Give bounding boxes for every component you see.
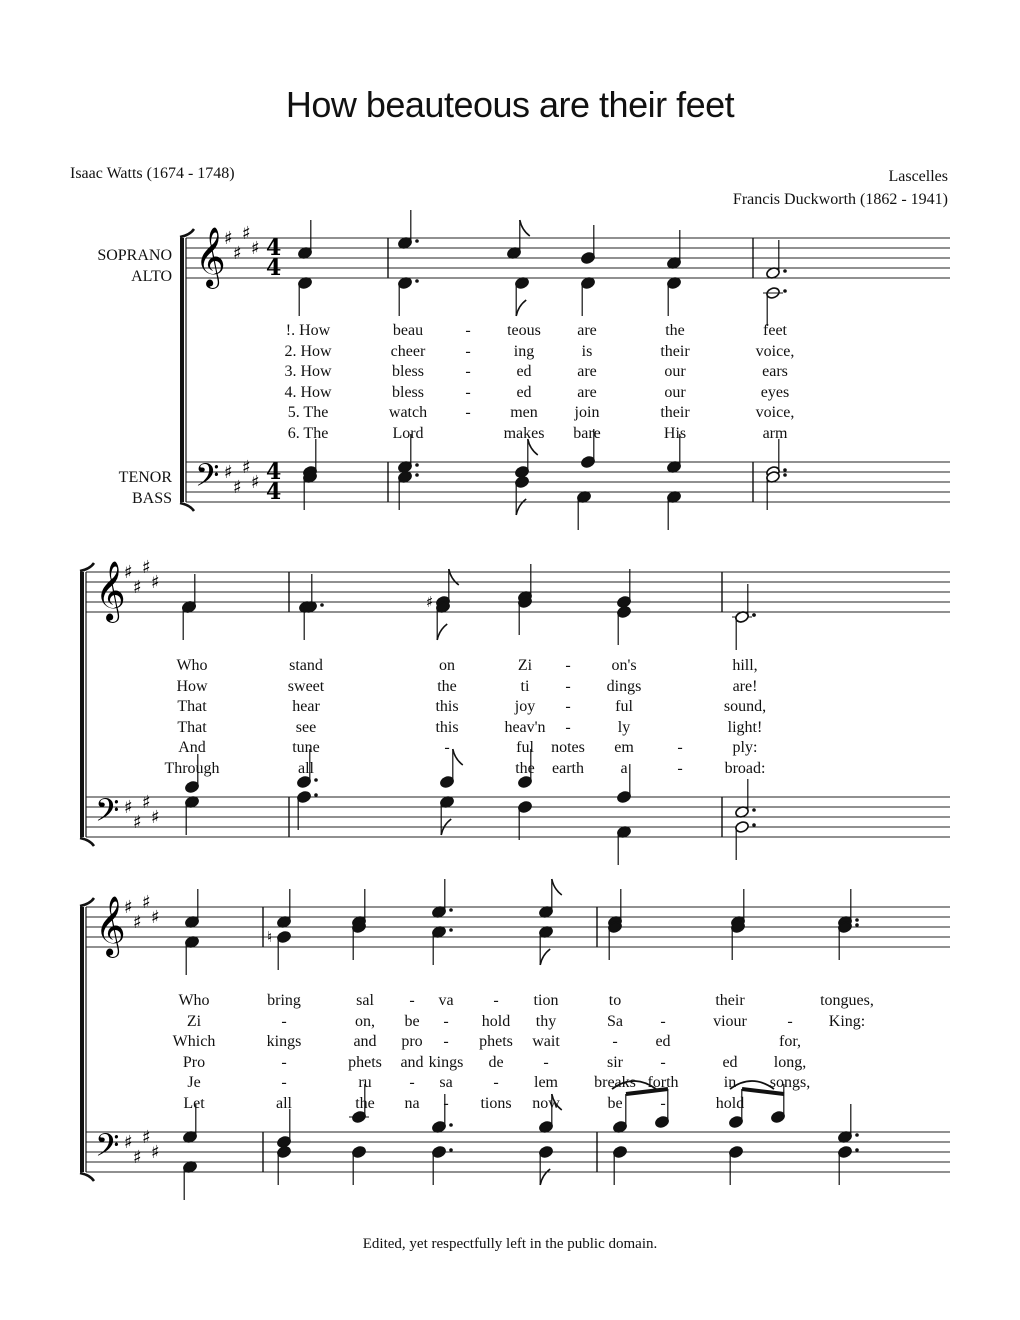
note-dot: [449, 928, 453, 932]
lyric-syllable: on's: [611, 657, 637, 674]
lyric-hyphen: -: [465, 322, 471, 339]
lyric-syllable: makes: [503, 425, 545, 442]
lyric-syllable: !. How: [285, 322, 331, 339]
lyric-syllable: is: [581, 342, 593, 360]
composer-credit: Francis Duckworth (1862 - 1941): [732, 191, 948, 208]
lyric-syllable: be: [607, 1095, 623, 1112]
sharp-sign: ♯: [251, 472, 260, 493]
lyric-syllable: dings: [606, 677, 642, 695]
sharp-sign: ♯: [124, 562, 133, 583]
lyric-hyphen: -: [565, 677, 571, 695]
bracket-hook: [80, 838, 94, 846]
lyric-syllable: And: [178, 739, 206, 757]
lyric-hyphen: -: [444, 739, 450, 757]
lyric-hyphen: -: [281, 1012, 287, 1030]
lyric-syllable: sal: [356, 992, 374, 1009]
sharp-sign: ♯: [224, 462, 233, 483]
note-dot: [415, 239, 419, 243]
lyric-syllable: tongues,: [820, 992, 874, 1009]
time-signature: 4: [266, 255, 282, 281]
lyric-syllable: phets: [479, 1033, 513, 1051]
note-dot: [783, 468, 787, 472]
lyric-syllable: beau: [392, 322, 424, 339]
lyric-syllable: phets: [348, 1053, 382, 1071]
note-dot: [752, 808, 756, 812]
lyric-hyphen: -: [677, 760, 683, 777]
note-dot: [783, 269, 787, 273]
footer-note: Edited, yet respectfully left in the public domain.: [362, 1236, 658, 1252]
sharp-sign: ♯: [124, 797, 133, 818]
lyric-syllable: to: [608, 992, 622, 1009]
lyric-syllable: Sa: [607, 1012, 623, 1030]
poet-credit: Isaac Watts (1674 - 1748): [70, 165, 235, 182]
lyric-syllable: 5. The: [287, 404, 329, 422]
lyric-syllable: joy: [514, 698, 536, 716]
lyric-syllable: breaks: [594, 1074, 636, 1092]
treble-clef: 𝄞: [95, 896, 126, 956]
note-flag: [540, 949, 550, 965]
lyric-syllable: ply:: [732, 739, 758, 757]
lyric-syllable: tions: [480, 1095, 512, 1112]
lyric-syllable: ed: [516, 363, 532, 381]
note-flag: [540, 1169, 550, 1185]
sharp-sign: ♯: [233, 477, 242, 498]
accidental: ♮: [267, 928, 273, 946]
note-dot: [855, 918, 859, 922]
lyric-syllable: hold: [481, 1012, 511, 1030]
note-flag: [449, 569, 459, 585]
lyric-syllable: broad:: [724, 760, 766, 777]
lyric-hyphen: -: [465, 363, 471, 381]
sharp-sign: ♯: [133, 812, 142, 833]
lyric-syllable: sound,: [723, 698, 767, 716]
lyric-syllable: light!: [727, 718, 763, 736]
sharp-sign: ♯: [124, 1132, 133, 1153]
lyric-syllable: join: [574, 404, 600, 422]
lyric-syllable: teous: [507, 322, 541, 339]
lyric-syllable: earth: [552, 760, 584, 777]
bass-label: BASS: [131, 490, 172, 507]
lyric-syllable: 2. How: [284, 342, 332, 360]
lyric-syllable: His: [663, 425, 687, 442]
sharp-sign: ♯: [251, 238, 260, 259]
lyric-syllable: ed: [722, 1053, 738, 1071]
lyric-hyphen: -: [565, 718, 571, 736]
lyric-syllable: and: [353, 1033, 377, 1051]
lyric-syllable: sweet: [287, 677, 325, 695]
lyric-syllable: de: [488, 1053, 504, 1071]
lyric-syllable: hold: [715, 1095, 745, 1112]
lyric-hyphen: -: [443, 1095, 449, 1112]
lyric-syllable: men: [510, 404, 538, 422]
lyric-syllable: thy: [535, 1012, 557, 1030]
lyric-syllable: all: [276, 1095, 292, 1112]
lyric-hyphen: -: [465, 383, 471, 401]
lyric-hyphen: -: [465, 342, 471, 360]
lyric-syllable: feet: [763, 322, 787, 339]
lyric-syllable: wait: [532, 1033, 560, 1051]
sharp-sign: ♯: [233, 243, 242, 264]
note-dot: [752, 823, 756, 827]
sharp-sign: ♯: [151, 907, 160, 928]
lyric-syllable: King:: [828, 1012, 866, 1030]
lyric-syllable: hill,: [732, 657, 758, 674]
lyric-syllable: tune: [292, 739, 320, 757]
lyric-syllable: notes: [551, 739, 585, 757]
lyric-syllable: ru: [358, 1074, 372, 1092]
sharp-sign: ♯: [142, 892, 151, 913]
lyric-syllable: the: [437, 677, 457, 695]
lyric-syllable: sir: [607, 1053, 623, 1071]
hymn-title: How beauteous are their feet: [285, 84, 735, 125]
lyric-hyphen: -: [493, 992, 499, 1009]
lyric-syllable: Who: [178, 992, 210, 1009]
lyric-syllable: bless: [392, 363, 424, 381]
treble-clef: 𝄞: [195, 227, 226, 287]
lyric-syllable: stand: [289, 657, 323, 674]
lyric-syllable: tion: [533, 992, 559, 1009]
lyric-hyphen: -: [677, 739, 683, 757]
lyric-hyphen: -: [443, 1012, 449, 1030]
lyric-syllable: voice,: [755, 404, 795, 422]
lyric-syllable: forth: [647, 1074, 679, 1092]
lyric-syllable: Pro: [182, 1053, 206, 1071]
sharp-sign: ♯: [151, 807, 160, 828]
lyric-hyphen: -: [409, 1074, 415, 1092]
sharp-sign: ♯: [151, 572, 160, 593]
lyric-syllable: bare: [573, 425, 601, 442]
tenor-label: TENOR: [118, 469, 172, 486]
note-flag: [453, 749, 463, 765]
tune-name: Lascelles: [888, 168, 948, 185]
note-dot: [783, 473, 787, 477]
note-dot: [449, 1123, 453, 1127]
note-dot: [320, 603, 324, 607]
soprano-label: SOPRANO: [97, 247, 172, 264]
lyric-hyphen: -: [787, 1012, 793, 1030]
sharp-sign: ♯: [224, 228, 233, 249]
lyric-syllable: this: [435, 698, 459, 716]
lyric-syllable: ful: [615, 698, 633, 716]
note-dot: [855, 923, 859, 927]
lyric-syllable: va: [438, 992, 454, 1009]
lyric-hyphen: -: [543, 1053, 549, 1071]
lyric-hyphen: -: [465, 404, 471, 422]
lyric-syllable: bless: [392, 383, 424, 401]
sharp-sign: ♯: [142, 792, 151, 813]
note-dot: [752, 613, 756, 617]
lyric-hyphen: -: [493, 1074, 499, 1092]
sharp-sign: ♯: [142, 557, 151, 578]
bracket-hook: [80, 1173, 94, 1181]
lyric-syllable: pro: [401, 1033, 423, 1051]
lyric-syllable: songs,: [769, 1074, 811, 1092]
lyric-syllable: a: [620, 760, 628, 777]
accidental: ♯: [426, 593, 434, 611]
lyric-syllable: our: [664, 363, 686, 381]
lyric-syllable: long,: [773, 1053, 807, 1071]
lyric-hyphen: -: [660, 1095, 666, 1112]
lyric-hyphen: -: [443, 1033, 449, 1051]
lyric-syllable: bring: [267, 992, 301, 1009]
lyric-syllable: sa: [439, 1074, 453, 1092]
note-dot: [783, 289, 787, 293]
lyric-syllable: 6. The: [287, 425, 329, 442]
note-dot: [415, 473, 419, 477]
lyric-syllable: watch: [388, 404, 428, 422]
lyric-syllable: viour: [713, 1012, 747, 1030]
time-signature: 4: [266, 235, 282, 261]
lyric-syllable: in: [723, 1074, 737, 1092]
note-dot: [415, 279, 419, 283]
lyric-syllable: see: [295, 718, 317, 736]
sharp-sign: ♯: [133, 577, 142, 598]
lyric-hyphen: -: [612, 1033, 618, 1051]
lyric-syllable: ears: [762, 363, 788, 381]
lyric-syllable: the: [515, 760, 535, 777]
lyric-syllable: eyes: [760, 383, 790, 401]
lyric-syllable: this: [435, 718, 459, 736]
lyric-syllable: and: [400, 1053, 424, 1071]
lyric-syllable: on,: [355, 1012, 375, 1030]
lyric-hyphen: -: [660, 1012, 666, 1030]
bass-clef: 𝄢: [95, 1127, 120, 1171]
lyric-syllable: their: [715, 992, 745, 1009]
bracket-hook: [180, 503, 194, 511]
sharp-sign: ♯: [242, 223, 251, 244]
note-dot: [855, 1133, 859, 1137]
lyric-syllable: our: [664, 383, 686, 401]
lyric-syllable: em: [614, 739, 634, 757]
lyric-syllable: 4. How: [284, 383, 332, 401]
lyric-syllable: ed: [655, 1033, 671, 1051]
alto-label: ALTO: [131, 268, 172, 285]
note-flag: [520, 220, 530, 236]
note-dot: [314, 793, 318, 797]
lyric-hyphen: -: [281, 1074, 287, 1092]
lyric-syllable: How: [176, 677, 208, 695]
lyric-syllable: Zi: [186, 1012, 202, 1030]
lyric-syllable: now: [532, 1095, 560, 1112]
lyric-hyphen: -: [281, 1053, 287, 1071]
lyric-syllable: Through: [164, 760, 220, 777]
lyric-syllable: are: [577, 383, 597, 401]
lyric-syllable: na: [404, 1095, 420, 1112]
note-dot: [855, 1148, 859, 1152]
lyric-syllable: voice,: [755, 342, 795, 360]
lyric-syllable: their: [660, 404, 690, 422]
lyric-syllable: hear: [292, 698, 320, 716]
time-signature: 4: [266, 459, 282, 485]
lyric-syllable: on: [439, 657, 455, 674]
lyric-syllable: Let: [183, 1095, 205, 1112]
lyric-syllable: Zi: [517, 657, 533, 674]
lyric-syllable: 3. How: [284, 363, 332, 381]
treble-clef: 𝄞: [95, 561, 126, 621]
lyric-syllable: are: [577, 363, 597, 381]
note-dot: [449, 908, 453, 912]
note-flag: [516, 300, 526, 316]
lyric-hyphen: -: [660, 1053, 666, 1071]
note-flag: [552, 879, 562, 895]
bass-clef: 𝄢: [95, 792, 120, 836]
lyric-hyphen: -: [565, 698, 571, 716]
bracket-hook: [80, 898, 94, 906]
bracket-hook: [80, 563, 94, 571]
bracket-hook: [180, 229, 194, 237]
lyric-syllable: Lord: [392, 425, 424, 442]
bass-clef: 𝄢: [195, 457, 220, 501]
lyric-syllable: That: [177, 698, 207, 716]
lyric-syllable: the: [665, 322, 685, 339]
note-dot: [314, 778, 318, 782]
lyric-syllable: ly: [617, 718, 631, 736]
lyric-syllable: kings: [428, 1053, 464, 1071]
lyric-syllable: are: [577, 322, 597, 339]
lyric-syllable: the: [355, 1095, 375, 1112]
note-dot: [415, 463, 419, 467]
lyric-syllable: lem: [534, 1074, 558, 1092]
note-flag: [437, 624, 447, 640]
lyric-syllable: ful: [516, 739, 534, 757]
sharp-sign: ♯: [242, 457, 251, 478]
lyric-syllable: all: [298, 760, 314, 777]
sharp-sign: ♯: [133, 912, 142, 933]
lyric-syllable: ing: [513, 342, 535, 360]
lyric-syllable: kings: [266, 1033, 302, 1051]
lyric-syllable: ti: [520, 677, 530, 695]
note-flag: [516, 499, 526, 515]
lyric-syllable: Which: [172, 1033, 216, 1051]
note-dot: [449, 1148, 453, 1152]
lyric-syllable: Who: [176, 657, 208, 674]
lyric-syllable: ed: [516, 383, 532, 401]
lyric-hyphen: -: [565, 657, 571, 674]
lyric-syllable: heav'n: [504, 718, 546, 736]
lyric-syllable: arm: [762, 425, 788, 442]
sharp-sign: ♯: [124, 897, 133, 918]
lyric-syllable: are!: [732, 677, 758, 695]
lyric-syllable: be: [404, 1012, 420, 1030]
slur: [730, 1081, 774, 1089]
sharp-sign: ♯: [142, 1127, 151, 1148]
lyric-syllable: That: [177, 718, 207, 736]
sharp-sign: ♯: [133, 1147, 142, 1168]
lyric-syllable: Je: [187, 1074, 201, 1092]
time-signature: 4: [266, 479, 282, 505]
lyric-syllable: for,: [778, 1033, 802, 1051]
sharp-sign: ♯: [151, 1142, 160, 1163]
lyric-syllable: cheer: [390, 342, 426, 360]
lyric-syllable: their: [660, 342, 690, 360]
lyric-hyphen: -: [409, 992, 415, 1009]
